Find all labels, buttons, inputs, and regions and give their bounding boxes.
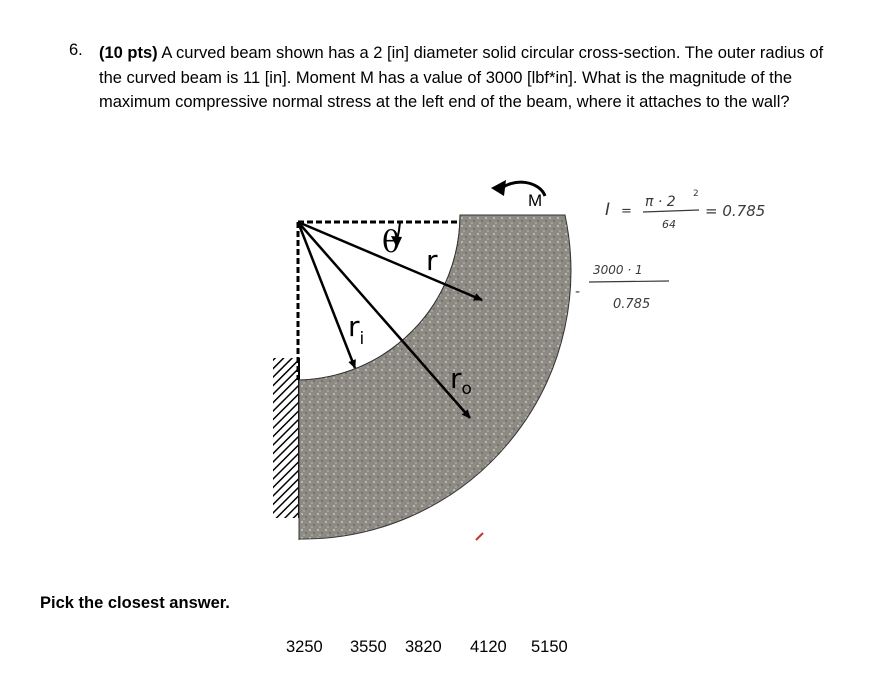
answer-choice-5150[interactable]: 5150 bbox=[531, 638, 568, 656]
hw-pi: π · 2 bbox=[645, 194, 676, 210]
r-label: r bbox=[426, 244, 438, 277]
hw-i: I bbox=[605, 200, 611, 220]
hw-fraction-bar-1 bbox=[643, 210, 699, 212]
ro-label: $r_o$ bbox=[450, 362, 472, 399]
hw-result: = 0.785 bbox=[705, 202, 766, 220]
moment-arrowhead bbox=[491, 180, 506, 196]
ri-arrow bbox=[298, 222, 355, 368]
curved-beam-figure bbox=[260, 160, 580, 550]
theta-label: θ bbox=[382, 225, 401, 260]
hw-minus: - bbox=[575, 284, 581, 300]
question-body: A curved beam shown has a 2 [in] diameter solid circular cross-section. The outer radius of the curved beam is 11 [in]. Moment M has a value of 3000 [lbf*in]. What is the magnitude of the maximum compressive normal stress at the left end of the beam, where it attaches to the wall? bbox=[99, 44, 824, 111]
moment-label: M bbox=[528, 191, 543, 210]
hw-frac-den: 0.785 bbox=[613, 297, 651, 312]
answer-choice-4120[interactable]: 4120 bbox=[470, 638, 507, 656]
hw-exp: 2 bbox=[693, 189, 699, 199]
answer-choice-3550[interactable]: 3550 bbox=[350, 638, 387, 656]
hw-denom: 64 bbox=[662, 218, 676, 231]
wall-hatching bbox=[273, 358, 299, 518]
red-tick-mark bbox=[474, 530, 486, 542]
question-points: (10 pts) bbox=[99, 44, 158, 62]
hw-frac-num: 3000 · 1 bbox=[593, 263, 643, 277]
hw-fraction-bar-2 bbox=[589, 281, 669, 282]
handwritten-notes bbox=[575, 170, 795, 320]
question-number: 6. bbox=[69, 41, 83, 59]
ri-subscript: i bbox=[359, 329, 365, 349]
ri-label: $r_i$ bbox=[348, 310, 365, 349]
hw-eq: = bbox=[621, 204, 632, 219]
ro-subscript: o bbox=[461, 379, 472, 399]
instruction-text: Pick the closest answer. bbox=[40, 594, 230, 612]
answer-choice-3820[interactable]: 3820 bbox=[405, 638, 442, 656]
answer-choice-3250[interactable]: 3250 bbox=[286, 638, 323, 656]
question-text bbox=[99, 41, 839, 115]
